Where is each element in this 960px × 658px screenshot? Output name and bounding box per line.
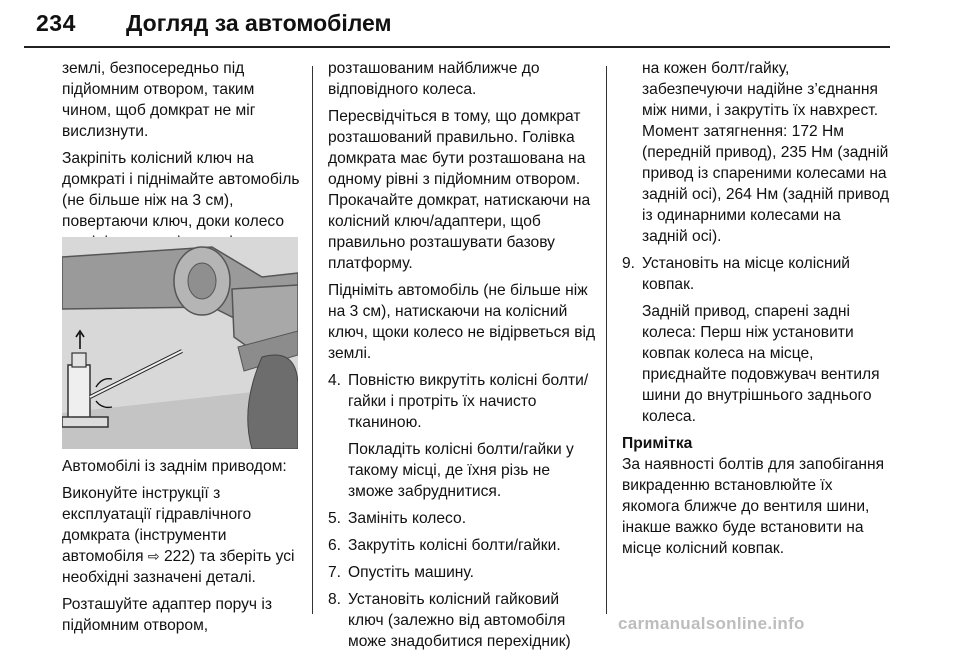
- step-text: Закрутіть колісні болти/гайки.: [348, 537, 561, 554]
- col1-caption-title: Автомобілі із заднім приводом:: [62, 458, 287, 475]
- step-text: Опустіть машину.: [348, 564, 474, 581]
- step-text: Замініть колесо.: [348, 510, 467, 527]
- col1-paragraph-1: землі, безпосередньо під підйомним отвором, таким чином, щоб домкрат не міг вислизнути.: [62, 60, 256, 140]
- note-title: Примітка: [622, 435, 693, 452]
- step-text: Установіть колісний гайковий ключ (залежно від автомобіля може знадобитися перехідник): [348, 591, 571, 650]
- column-divider-1: [312, 66, 313, 614]
- step-6: [328, 535, 596, 556]
- step-text: Повністю викрутіть колісні болти/гайки і протріть їх начисто тканиною.: [348, 372, 589, 431]
- header-divider: [24, 46, 890, 48]
- step-4: [328, 370, 596, 433]
- column-2: [328, 58, 596, 658]
- jack-illustration-drawing: [62, 237, 298, 449]
- step-number: 6.: [328, 537, 342, 554]
- step-7: [328, 562, 596, 583]
- col1-paragraph-4: Розташуйте адаптер поруч із підйомним отвором,: [62, 596, 273, 634]
- col1-paragraph-3-before: Виконуйте інструкції з експлуатації гідравлічного домкрата (інструменти автомобіля: [62, 485, 252, 565]
- col3-paragraph-1: на кожен болт/гайку, забезпечуючи надійне з’єднання між ними, і закрутіть їх навхрест. Момент затягнення: 172 Нм (передній привод), 235 Нм (задній привод із спареними колесами на задній осі), 264 Нм (задній привод із одинарними колесами на задній осі).: [642, 60, 890, 245]
- step-number: 4.: [328, 372, 342, 389]
- step-9-sub: Задній привод, спарені задні колеса: Перш ніж установити ковпак колеса на місце, приєднайте подовжувач вентиля шини до внутрішнього заднього колеса.: [642, 303, 880, 425]
- column-1: [62, 58, 302, 259]
- page-title: Догляд за автомобілем: [126, 10, 392, 36]
- page-header: [24, 6, 890, 46]
- note-text: За наявності болтів для запобігання викраденню встановлюйте їх якомога ближче до вентиля шини, інакше важко буде встановити на місце колісний ковпак.: [622, 456, 885, 557]
- page-ref-icon: ⇨: [147, 548, 160, 564]
- col2-paragraph-1: розташованим найближче до відповідного колеса.: [328, 60, 540, 98]
- step-number: 8.: [328, 591, 342, 608]
- step-9: [622, 253, 890, 295]
- column-1-lower: [62, 456, 306, 642]
- step-text: Установіть на місце колісний ковпак.: [642, 255, 851, 293]
- step-number: 7.: [328, 564, 342, 581]
- step-4-sub: Покладіть колісні болти/гайки у такому місці, де їхня різь не зможе забруднитися.: [348, 441, 574, 500]
- watermark: carmanualsonline.info: [618, 614, 805, 633]
- step-number: 5.: [328, 510, 342, 527]
- step-number: 9.: [622, 255, 636, 272]
- page-number: 234: [36, 10, 76, 36]
- step-5: [328, 508, 596, 529]
- column-3: [622, 58, 890, 565]
- column-divider-2: [606, 66, 607, 614]
- col1-paragraph-2: Закріпіть колісний ключ на домкраті і піднімайте автомобіль (не більше ніж на 3 см), повертаючи ключ, доки колесо: [62, 150, 300, 230]
- col1-paragraph-3-after: 222) та зберіть усі необхідні зазначені деталі.: [62, 548, 295, 586]
- jack-illustration: [62, 237, 298, 449]
- step-8: [328, 589, 596, 652]
- col1-paragraph-3: [62, 483, 306, 588]
- col2-paragraph-3: Підніміть автомобіль (не більше ніж на 3 см), натискаючи на колісний ключ, щоки колесо не відірветься від землі.: [328, 282, 596, 362]
- col2-paragraph-2: Пересвідчіться в тому, що домкрат розташований правильно. Голівка домкрата має бути розташована на одному рівні з підйомним отвором. Прокачайте домкрат, натискаючи на колісний ключ/адаптери, щоб правильно розташувати базову платформу.: [328, 108, 591, 272]
